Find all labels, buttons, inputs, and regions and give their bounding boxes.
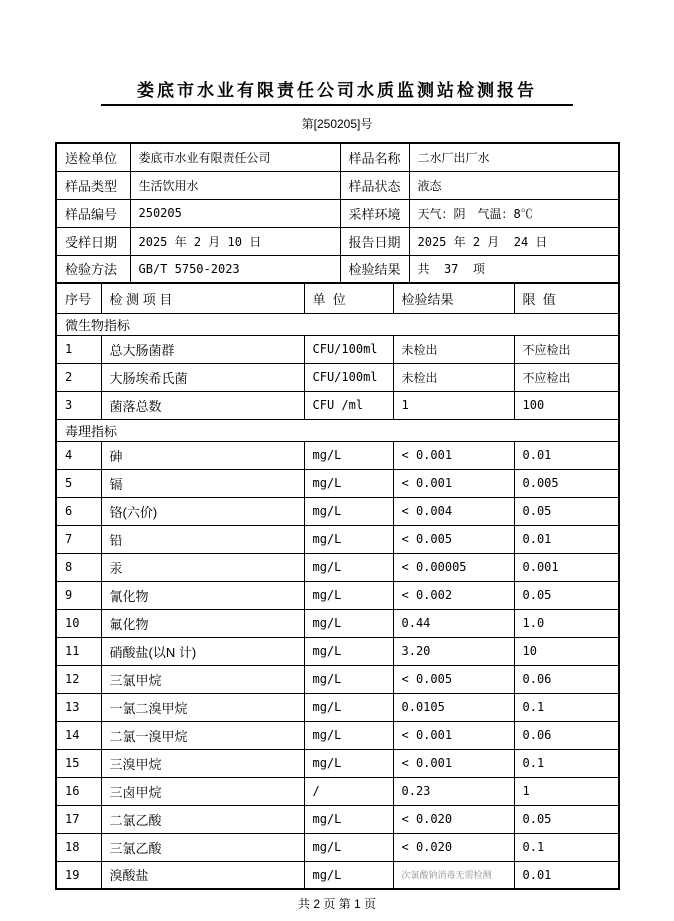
cell-result: < 0.001 <box>393 469 514 497</box>
info-value: GB/T 5750-2023 <box>130 255 340 283</box>
cell-result: 未检出 <box>393 363 514 391</box>
info-label: 样品编号 <box>56 199 130 227</box>
info-value: 天气：阴 气温：8℃ <box>409 199 619 227</box>
cell-item: 硝酸盐(以N 计) <box>101 637 304 665</box>
cell-no: 11 <box>56 637 101 665</box>
section-label: 微生物指标 <box>56 313 619 335</box>
section-label: 毒理指标 <box>56 419 619 441</box>
cell-no: 1 <box>56 335 101 363</box>
info-row <box>56 171 619 199</box>
cell-item: 大肠埃希氏菌 <box>101 363 304 391</box>
column-header: 检 测 项 目 <box>101 283 304 313</box>
info-value: 2025 年 2 月 10 日 <box>130 227 340 255</box>
cell-limit: 0.01 <box>514 441 619 469</box>
cell-unit: mg/L <box>304 805 393 833</box>
cell-result: 0.0105 <box>393 693 514 721</box>
cell-limit: 0.05 <box>514 497 619 525</box>
info-table-body <box>56 143 619 283</box>
cell-unit: mg/L <box>304 469 393 497</box>
info-row <box>56 227 619 255</box>
cell-unit: mg/L <box>304 749 393 777</box>
cell-result: < 0.005 <box>393 525 514 553</box>
cell-item: 三氯乙酸 <box>101 833 304 861</box>
cell-item: 氟化物 <box>101 609 304 637</box>
cell-result: < 0.004 <box>393 497 514 525</box>
section-row <box>56 419 619 441</box>
info-label: 受样日期 <box>56 227 130 255</box>
table-row <box>56 469 619 497</box>
table-row <box>56 777 619 805</box>
cell-no: 16 <box>56 777 101 805</box>
cell-result: < 0.020 <box>393 805 514 833</box>
cell-no: 18 <box>56 833 101 861</box>
cell-no: 2 <box>56 363 101 391</box>
info-value: 250205 <box>130 199 340 227</box>
cell-limit: 0.1 <box>514 693 619 721</box>
cell-result: 未检出 <box>393 335 514 363</box>
cell-limit: 0.1 <box>514 833 619 861</box>
cell-unit: mg/L <box>304 609 393 637</box>
cell-limit: 100 <box>514 391 619 419</box>
cell-limit: 1.0 <box>514 609 619 637</box>
cell-unit: mg/L <box>304 553 393 581</box>
cell-result: < 0.020 <box>393 833 514 861</box>
info-value: 二水厂出厂水 <box>409 143 619 171</box>
cell-limit: 0.06 <box>514 665 619 693</box>
cell-unit: / <box>304 777 393 805</box>
cell-result: < 0.00005 <box>393 553 514 581</box>
cell-item: 一氯二溴甲烷 <box>101 693 304 721</box>
column-header: 单 位 <box>304 283 393 313</box>
table-row <box>56 525 619 553</box>
cell-item: 镉 <box>101 469 304 497</box>
cell-limit: 0.01 <box>514 861 619 889</box>
info-label: 采样环境 <box>340 199 409 227</box>
table-row <box>56 805 619 833</box>
info-label: 样品状态 <box>340 171 409 199</box>
cell-unit: mg/L <box>304 497 393 525</box>
cell-result: 次氯酸钠消毒无需检测 <box>393 861 514 889</box>
cell-unit: mg/L <box>304 861 393 889</box>
cell-unit: mg/L <box>304 581 393 609</box>
table-row <box>56 497 619 525</box>
table-row <box>56 335 619 363</box>
info-label: 报告日期 <box>340 227 409 255</box>
info-label: 送检单位 <box>56 143 130 171</box>
page-footer: 共 2 页 第 1 页 <box>297 897 377 911</box>
cell-unit: mg/L <box>304 665 393 693</box>
cell-no: 19 <box>56 861 101 889</box>
cell-no: 12 <box>56 665 101 693</box>
cell-item: 汞 <box>101 553 304 581</box>
cell-limit: 10 <box>514 637 619 665</box>
page-title: 娄底市水业有限责任公司水质监测站检测报告 <box>137 81 537 100</box>
cell-item: 菌落总数 <box>101 391 304 419</box>
cell-item: 铬(六价) <box>101 497 304 525</box>
results-table-body <box>56 283 619 889</box>
cell-no: 5 <box>56 469 101 497</box>
cell-unit: mg/L <box>304 441 393 469</box>
column-header: 序号 <box>56 283 101 313</box>
cell-no: 3 <box>56 391 101 419</box>
cell-no: 9 <box>56 581 101 609</box>
cell-result: < 0.001 <box>393 441 514 469</box>
cell-limit: 1 <box>514 777 619 805</box>
table-row <box>56 581 619 609</box>
cell-result: 3.20 <box>393 637 514 665</box>
table-row <box>56 749 619 777</box>
info-label: 样品类型 <box>56 171 130 199</box>
cell-limit: 0.1 <box>514 749 619 777</box>
cell-limit: 不应检出 <box>514 363 619 391</box>
table-row <box>56 609 619 637</box>
cell-item: 三溴甲烷 <box>101 749 304 777</box>
cell-limit: 0.05 <box>514 805 619 833</box>
info-value: 2025 年 2 月 24 日 <box>409 227 619 255</box>
cell-no: 15 <box>56 749 101 777</box>
table-row <box>56 833 619 861</box>
table-row <box>56 693 619 721</box>
info-label: 样品名称 <box>340 143 409 171</box>
cell-result: 0.44 <box>393 609 514 637</box>
cell-unit: CFU/100ml <box>304 363 393 391</box>
info-value: 生活饮用水 <box>130 171 340 199</box>
cell-item: 总大肠菌群 <box>101 335 304 363</box>
info-row <box>56 255 619 283</box>
cell-item: 砷 <box>101 441 304 469</box>
cell-result: 0.23 <box>393 777 514 805</box>
cell-no: 17 <box>56 805 101 833</box>
info-value: 液态 <box>409 171 619 199</box>
cell-result: < 0.005 <box>393 665 514 693</box>
cell-no: 10 <box>56 609 101 637</box>
section-row <box>56 313 619 335</box>
report-number: 第[250205]号 <box>301 117 373 131</box>
table-row <box>56 637 619 665</box>
test-results-table <box>55 282 620 890</box>
cell-item: 氰化物 <box>101 581 304 609</box>
info-label: 检验方法 <box>56 255 130 283</box>
cell-no: 7 <box>56 525 101 553</box>
cell-unit: mg/L <box>304 833 393 861</box>
cell-result: < 0.001 <box>393 721 514 749</box>
cell-limit: 0.06 <box>514 721 619 749</box>
cell-limit: 不应检出 <box>514 335 619 363</box>
cell-result: < 0.002 <box>393 581 514 609</box>
cell-limit: 0.005 <box>514 469 619 497</box>
cell-item: 二氯乙酸 <box>101 805 304 833</box>
report-title-block <box>101 76 573 106</box>
cell-item: 三氯甲烷 <box>101 665 304 693</box>
info-label: 检验结果 <box>340 255 409 283</box>
cell-item: 溴酸盐 <box>101 861 304 889</box>
table-row <box>56 363 619 391</box>
table-row <box>56 441 619 469</box>
cell-item: 二氯一溴甲烷 <box>101 721 304 749</box>
cell-no: 13 <box>56 693 101 721</box>
sample-info-table <box>55 142 620 284</box>
table-row <box>56 721 619 749</box>
table-row <box>56 861 619 889</box>
cell-unit: CFU /ml <box>304 391 393 419</box>
table-row <box>56 391 619 419</box>
table-row <box>56 553 619 581</box>
cell-result: < 0.001 <box>393 749 514 777</box>
cell-no: 8 <box>56 553 101 581</box>
table-row <box>56 665 619 693</box>
cell-no: 6 <box>56 497 101 525</box>
cell-item: 三卤甲烷 <box>101 777 304 805</box>
cell-result: 1 <box>393 391 514 419</box>
cell-limit: 0.001 <box>514 553 619 581</box>
cell-limit: 0.01 <box>514 525 619 553</box>
cell-no: 4 <box>56 441 101 469</box>
cell-unit: mg/L <box>304 721 393 749</box>
info-value: 娄底市水业有限责任公司 <box>130 143 340 171</box>
column-header: 限 值 <box>514 283 619 313</box>
cell-no: 14 <box>56 721 101 749</box>
column-header: 检验结果 <box>393 283 514 313</box>
cell-limit: 0.05 <box>514 581 619 609</box>
cell-unit: mg/L <box>304 693 393 721</box>
cell-item: 铅 <box>101 525 304 553</box>
cell-unit: mg/L <box>304 637 393 665</box>
cell-unit: mg/L <box>304 525 393 553</box>
cell-unit: CFU/100ml <box>304 335 393 363</box>
info-value: 共 37 项 <box>409 255 619 283</box>
info-row <box>56 199 619 227</box>
info-row <box>56 143 619 171</box>
results-header-row <box>56 283 619 313</box>
